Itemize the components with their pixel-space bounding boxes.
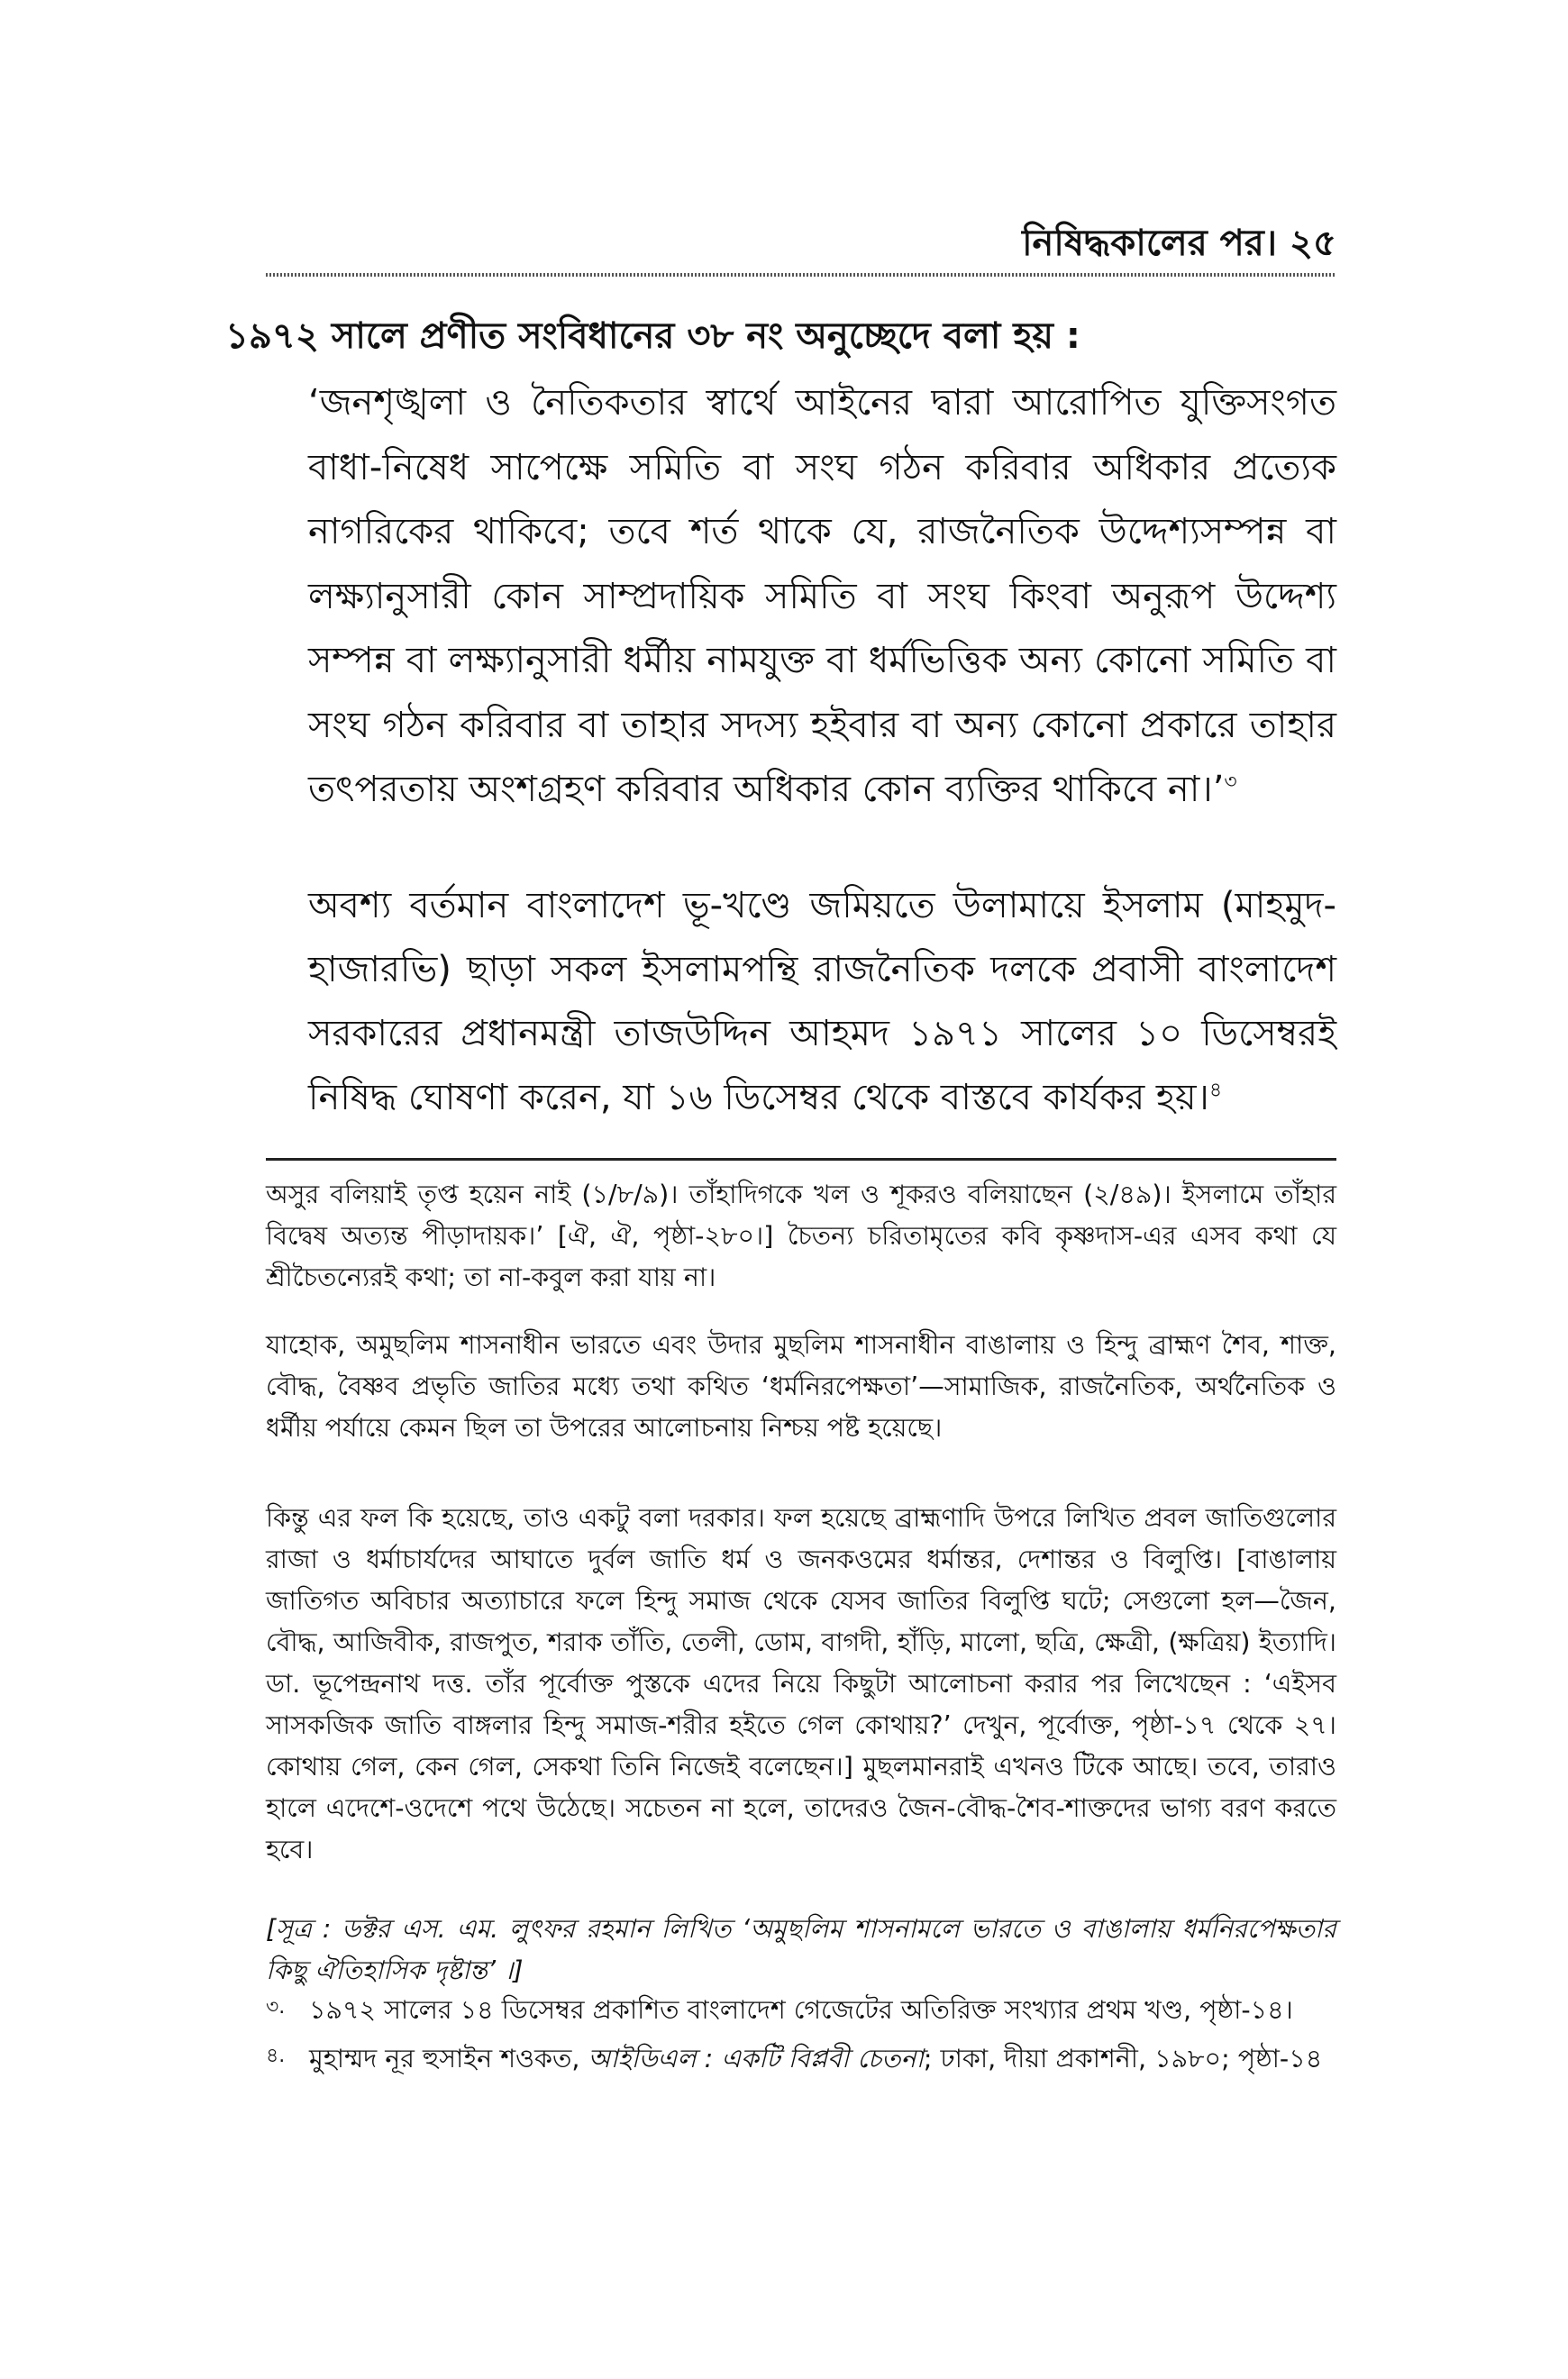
header-divider [266, 273, 1336, 277]
footnote-ref-3: ৩ [1224, 770, 1237, 794]
running-head: নিষিদ্ধকালের পর। ২৫ [1022, 223, 1336, 264]
footnote-4-author: মুহাম্মদ নূর হুসাইন শওকত, [309, 2044, 588, 2074]
footnote-continued: অসুর বলিয়াই তৃপ্ত হয়েন নাই (১/৮/৯)। তাঁহাদিগকে খল ও শূকরও বলিয়াছেন (২/৪৯)। ইসলামে তাঁহার বিদ্বেষ অত্যন্ত পীড়াদায়ক।’ [ঐ, ঐ, পৃষ্ঠা-২৮০।] চৈতন্য চরিতামৃতের কবি কৃষ্ণদাস-এর এসব কথা যে শ্রীচৈতন্যেরই কথা; তা না-কবুল করা যায় না। [266, 1180, 1336, 1292]
body-paragraph-text: অবশ্য বর্তমান বাংলাদেশ ভূ-খণ্ডে জমিয়তে উলামায়ে ইসলাম (মাহমুদ-হাজারভি) ছাড়া সকল ইসলামপন্থি রাজনৈতিক দলকে প্রবাসী বাংলাদেশ সরকারের প্রধানমন্ত্রী তাজউদ্দিন আহমদ ১৯৭১ সালের ১০ ডিসেম্বরই নিষিদ্ধ ঘোষণা করেন, যা ১৬ ডিসেম্বর থেকে বাস্তবে কার্যকর হয়। [308, 885, 1336, 1118]
footnote-4-publisher: ; ঢাকা, দীয়া প্রকাশনী, ১৯৮০; পৃষ্ঠা-১৪ [923, 2044, 1323, 2074]
constitution-quote [308, 371, 1336, 823]
footnote-ref-4: ৪ [1208, 1079, 1223, 1102]
intro-line: ১৯৭২ সালে প্রণীত সংবিধানের ৩৮ নং অনুচ্ছেদে বলা হয় : [225, 315, 1080, 357]
footnote-divider [266, 1158, 1336, 1161]
footnote-4 [266, 2038, 1336, 2080]
footnote-source: [সূত্র : ডক্টর এস. এম. লুৎফর রহমান লিখিত ‘অমুছলিম শাসনামলে ভারতে ও বাঙালায় ধর্মনিরপেক্ষতার কিছু ঐতিহাসিক দৃষ্টান্ত’ ।] [266, 1914, 1336, 1985]
footnote-3-number: ৩. [266, 1996, 286, 2019]
footnote-3-text: ১৯৭২ সালের ১৪ ডিসেম্বর প্রকাশিত বাংলাদেশ গেজেটের অতিরিক্ত সংখ্যার প্রথম খণ্ড, পৃষ্ঠা-১৪। [309, 1995, 1293, 2025]
footnote-paragraph-b: কিন্তু এর ফল কি হয়েছে, তাও একটু বলা দরকার। ফল হয়েছে ব্রাহ্মণাদি উপরে লিখিত প্রবল জাতিগুলোর রাজা ও ধর্মাচার্যদের আঘাতে দুর্বল জাতি ধর্ম ও জনকওমের ধর্মান্তর, দেশান্তর ও বিলুপ্তি। [বাঙালায় জাতিগত অবিচার অত্যাচারে ফলে হিন্দু সমাজ থেকে যেসব জাতির বিলুপ্তি ঘটে; সেগুলো হল—জৈন, বৌদ্ধ, আজিবীক, রাজপুত, শরাক তাঁতি, তেলী, ডোম, বাগদী, হাঁড়ি, মালো, ছত্রি, ক্ষেত্রী, (ক্ষত্রিয়) ইত্যাদি। ডা. ভূপেন্দ্রনাথ দত্ত. তাঁর পূর্বোক্ত পুস্তকে এদের নিয়ে কিছুটা আলোচনা করার পর লিখেছেন : ‘এইসব সাসকজিক জাতি বাঙ্গলার হিন্দু সমাজ-শরীর হইতে গেল কোথায়?’ দেখুন, পূর্বোক্ত, পৃষ্ঠা-১৭ থেকে ২৭। কোথায় গেল, কেন গেল, সেকথা তিনি নিজেই বলেছেন।] মুছলমানরাই এখনও টিকে আছে। তবে, তারাও হালে এদেশে-ওদেশে পথে উঠেছে। সচেতন না হলে, তাদেরও জৈন-বৌদ্ধ-শৈব-শাক্তদের ভাগ্য বরণ করতে হবে। [266, 1503, 1336, 1864]
body-paragraph [308, 874, 1336, 1130]
footnote-3 [266, 1990, 1336, 2031]
footnote-4-text [309, 2038, 1336, 2080]
footnote-4-title: আইডিএল : একটি বিপ্লবী চেতনা [588, 2044, 924, 2074]
quote-text: ‘জনশৃঙ্খলা ও নৈতিকতার স্বার্থে আইনের দ্বারা আরোপিত যুক্তিসংগত বাধা-নিষেধ সাপেক্ষে সমিতি বা সংঘ গঠন করিবার অধিকার প্রত্যেক নাগরিকের থাকিবে; তবে শর্ত থাকে যে, রাজনৈতিক উদ্দেশ্যসম্পন্ন বা লক্ষ্যানুসারী কোন সাম্প্রদায়িক সমিতি বা সংঘ কিংবা অনুরূপ উদ্দেশ্য সম্পন্ন বা লক্ষ্যানুসারী ধর্মীয় নামযুক্ত বা ধর্মভিত্তিক অন্য কোনো সমিতি বা সংঘ গঠন করিবার বা তাহার সদস্য হইবার বা অন্য কোনো প্রকারে তাহার তৎপরতায় অংশগ্রহণ করিবার অধিকার কোন ব্যক্তির থাকিবে না।’ [308, 382, 1336, 810]
footnote-paragraph-a: যাহোক, অমুছলিম শাসনাধীন ভারতে এবং উদার মুছলিম শাসনাধীন বাঙালায় ও হিন্দু ব্রাহ্মণ শৈব, শাক্ত, বৌদ্ধ, বৈষ্ণব প্রভৃতি জাতির মধ্যে তথা কথিত ‘ধর্মনিরপেক্ষতা’—সামাজিক, রাজনৈতিক, অর্থনৈতিক ও ধর্মীয় পর্যায়ে কেমন ছিল তা উপরের আলোচনায় নিশ্চয় পষ্ট হয়েছে। [266, 1330, 1336, 1443]
footnote-4-number: ৪. [266, 2045, 286, 2067]
